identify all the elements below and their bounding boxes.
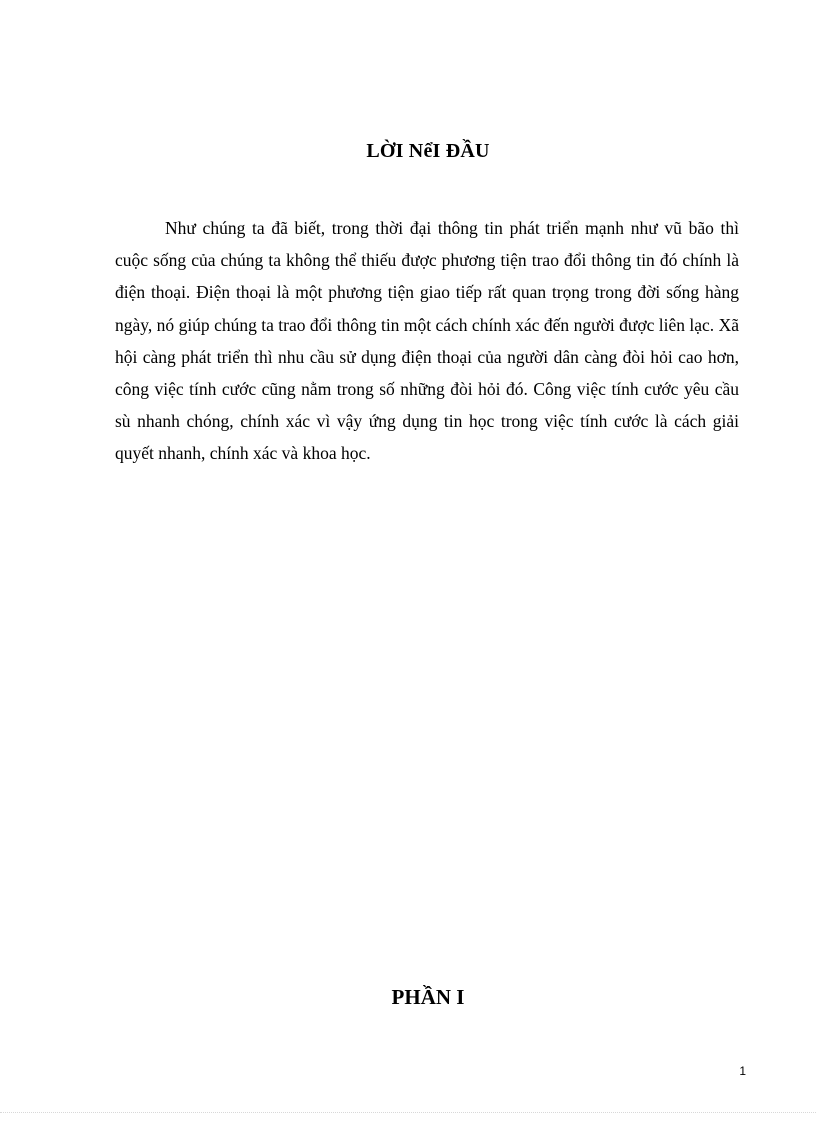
page-bottom-divider [0, 1112, 816, 1113]
page-title: LỜI NểI ĐẦU [366, 140, 490, 162]
section-heading: PHẦN I [391, 985, 465, 1009]
page-number: 1 [739, 1064, 746, 1078]
intro-paragraph: Như chúng ta đã biết, trong thời đại thông tin phát triển mạnh như vũ bão thì cuộc sống của chúng ta không thể thiếu được phương tiện trao đổi thông tin đó chính là điện thoại. Điện thoại là một phương tiện giao tiếp rất quan trọng trong đời sống hàng ngày, nó giúp chúng ta trao đổi thông tin một cách chính xác đến người được liên lạc. Xã hội càng phát triển thì nhu cầu sử dụng điện thoại của người dân càng đòi hỏi cao hơn, công việc tính cước cũng nằm trong số những đòi hỏi đó. Công việc tính cước yêu cầu sù nhanh chóng, chính xác vì vậy ứng dụng tin học trong việc tính cước là cách giải quyết nhanh, chính xác và khoa học. [115, 218, 739, 464]
